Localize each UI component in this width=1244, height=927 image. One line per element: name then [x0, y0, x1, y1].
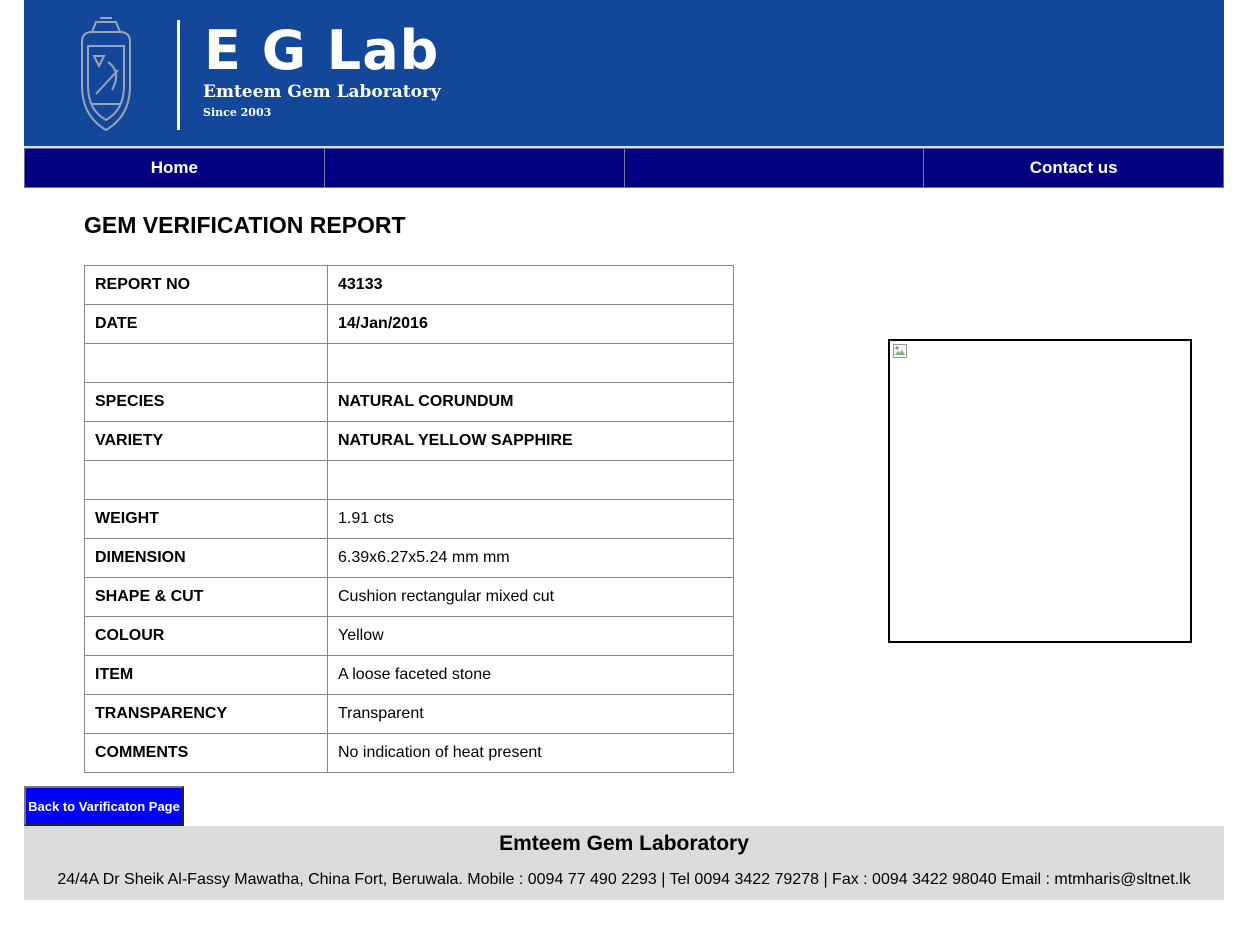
row-value: Cushion rectangular mixed cut: [328, 578, 734, 617]
row-key: COMMENTS: [85, 734, 328, 773]
table-row: [85, 266, 734, 305]
row-value: 43133: [328, 266, 734, 305]
table-row: [85, 422, 734, 461]
row-key: SHAPE & CUT: [85, 578, 328, 617]
header-banner: [24, 0, 1224, 148]
row-value: 14/Jan/2016: [328, 305, 734, 344]
table-row: [85, 656, 734, 695]
table-row: [85, 734, 734, 773]
row-value: NATURAL CORUNDUM: [328, 383, 734, 422]
row-key: ITEM: [85, 656, 328, 695]
table-row: [85, 539, 734, 578]
table-row: [85, 344, 734, 383]
page-header: [24, 0, 1224, 188]
table-row: [85, 383, 734, 422]
row-key: VARIETY: [85, 422, 328, 461]
row-value: Transparent: [328, 695, 734, 734]
broken-image-icon: [893, 344, 907, 358]
row-value: A loose faceted stone: [328, 656, 734, 695]
main-nav: [24, 148, 1224, 188]
row-key: [85, 344, 328, 383]
row-key: COLOUR: [85, 617, 328, 656]
row-value: [328, 461, 734, 500]
row-value: 1.91 cts: [328, 500, 734, 539]
row-key: WEIGHT: [85, 500, 328, 539]
row-key: REPORT NO: [85, 266, 328, 305]
row-key: TRANSPARENCY: [85, 695, 328, 734]
row-value: NATURAL YELLOW SAPPHIRE: [328, 422, 734, 461]
nav-item-2[interactable]: [325, 149, 625, 187]
row-key: SPECIES: [85, 383, 328, 422]
back-to-verification-button[interactable]: Back to Varificaton Page: [24, 786, 184, 826]
page-title: GEM VERIFICATION REPORT: [84, 212, 406, 238]
logo-subtitle: Emteem Gem Laboratory: [203, 82, 441, 102]
table-row: [85, 695, 734, 734]
nav-item-contact[interactable]: Contact us: [1029, 158, 1118, 177]
row-value: [328, 344, 734, 383]
footer: [24, 826, 1224, 900]
gem-photo: [888, 339, 1192, 643]
nav-item-home[interactable]: Home: [25, 149, 325, 187]
row-value: No indication of heat present: [328, 734, 734, 773]
logo-wordmark: E G Lab: [204, 19, 440, 82]
row-value: 6.39x6.27x5.24 mm mm: [328, 539, 734, 578]
row-key: DIMENSION: [85, 539, 328, 578]
table-row: [85, 305, 734, 344]
footer-company-name: Emteem Gem Laboratory: [499, 832, 749, 855]
crest-icon: [74, 16, 138, 136]
table-row: [85, 617, 734, 656]
table-row: [85, 578, 734, 617]
row-key: [85, 461, 328, 500]
row-key: DATE: [85, 305, 328, 344]
table-row: [85, 500, 734, 539]
logo-divider: [177, 20, 180, 130]
nav-item-3[interactable]: [625, 149, 925, 187]
footer-address: 24/4A Dr Sheik Al-Fassy Mawatha, China Fort, Beruwala. Mobile : 0094 77 490 2293 | Tel 0094 3422 79278 | Fax : 0094 3422 98040 Email : mtmharis@sltnet.lk: [57, 871, 1191, 888]
logo-since: Since 2003: [203, 106, 272, 119]
row-value: Yellow: [328, 617, 734, 656]
report-table: [84, 265, 734, 773]
table-row: [85, 461, 734, 500]
